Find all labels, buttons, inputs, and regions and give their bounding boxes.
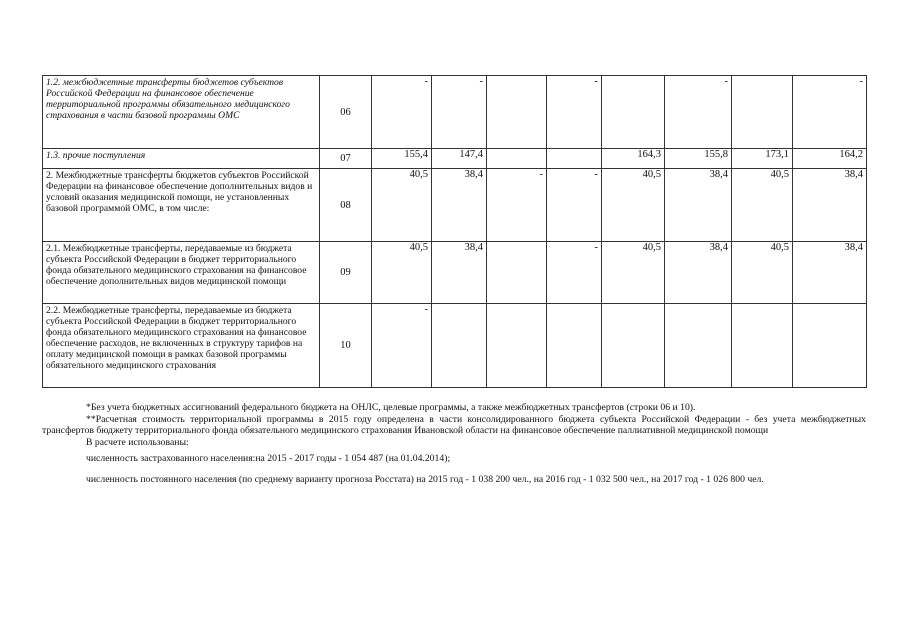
table-row bbox=[43, 242, 867, 304]
value-cell: 40,5 bbox=[372, 169, 432, 242]
table-row bbox=[43, 169, 867, 242]
value-cell bbox=[547, 304, 602, 388]
value-cell: - bbox=[372, 304, 432, 388]
value-cell: - bbox=[432, 76, 487, 149]
row-label: 2. Межбюджетные трансферты бюджетов субъектов Российской Федерации на финансовое обеспечение дополнительных видов и условий оказания медицинской помощи, не установленных базовой программой ОМС, в том числе: bbox=[43, 169, 320, 242]
value-cell: 38,4 bbox=[665, 169, 732, 242]
value-cell: - bbox=[665, 76, 732, 149]
row-code: 07 bbox=[320, 149, 372, 169]
value-cell: 173,1 bbox=[732, 149, 793, 169]
table-row bbox=[43, 304, 867, 388]
value-cell bbox=[487, 242, 547, 304]
value-cell bbox=[432, 304, 487, 388]
value-cell: 40,5 bbox=[602, 242, 665, 304]
footnote-1: *Без учета бюджетных ассигнований федерального бюджета на ОНЛС, целевые программы, а также межбюджетных трансфертов (строки 06 и 10). bbox=[86, 402, 696, 413]
row-label: 1.3. прочие поступления bbox=[43, 149, 320, 169]
table-row bbox=[43, 76, 867, 149]
value-cell: 40,5 bbox=[372, 242, 432, 304]
value-cell: 38,4 bbox=[665, 242, 732, 304]
value-cell bbox=[487, 149, 547, 169]
value-cell bbox=[487, 304, 547, 388]
value-cell bbox=[793, 304, 867, 388]
row-code: 09 bbox=[320, 242, 372, 304]
row-label: 1.2. межбюджетные трансферты бюджетов субъектов Российской Федерации на финансовое обеспечение территориальной программы обязательного медицинского страхования в части базовой программы ОМС bbox=[43, 76, 320, 149]
value-cell: - bbox=[487, 169, 547, 242]
value-cell bbox=[547, 149, 602, 169]
budget-table bbox=[42, 75, 867, 388]
value-cell: 164,2 bbox=[793, 149, 867, 169]
footnotes bbox=[42, 402, 866, 485]
value-cell: 40,5 bbox=[602, 169, 665, 242]
footnote-2: **Расчетная стоимость территориальной программы в 2015 году определена в части консолидированного бюджета субъекта Российской Федерации - без учета межбюджетных трансфертов бюджету территориального фонда обязательного медицинского страхования Ивановской области на финансовое обеспечение паллиативной медицинской помощи bbox=[42, 413, 866, 436]
value-cell: 38,4 bbox=[793, 242, 867, 304]
value-cell: 38,4 bbox=[432, 169, 487, 242]
value-cell: 40,5 bbox=[732, 242, 793, 304]
value-cell bbox=[487, 76, 547, 149]
row-label: 2.2. Межбюджетные трансферты, передаваемые из бюджета субъекта Российской Федерации в бюджет территориального фонда обязательного медицинского страхования на финансовое обеспечение расходов, не включенных в структуру тарифов на оплату медицинской помощи в рамках базовой программы обязательного медицинского страхования bbox=[43, 304, 320, 388]
value-cell: 40,5 bbox=[732, 169, 793, 242]
value-cell bbox=[665, 304, 732, 388]
value-cell bbox=[732, 76, 793, 149]
value-cell: 38,4 bbox=[793, 169, 867, 242]
value-cell: 155,4 bbox=[372, 149, 432, 169]
value-cell bbox=[732, 304, 793, 388]
value-cell bbox=[602, 76, 665, 149]
value-cell: - bbox=[547, 76, 602, 149]
value-cell: - bbox=[372, 76, 432, 149]
value-cell: 164,3 bbox=[602, 149, 665, 169]
value-cell bbox=[602, 304, 665, 388]
value-cell: - bbox=[547, 169, 602, 242]
row-code: 06 bbox=[320, 76, 372, 149]
used-title: В расчете использованы: bbox=[86, 436, 189, 448]
value-cell: 155,8 bbox=[665, 149, 732, 169]
value-cell: - bbox=[793, 76, 867, 149]
insured-population: численность застрахованного населения:на 2015 - 2017 годы - 1 054 487 (на 01.04.2014); bbox=[86, 453, 451, 464]
table-row bbox=[43, 149, 867, 169]
row-code: 10 bbox=[320, 304, 372, 388]
value-cell: 38,4 bbox=[432, 242, 487, 304]
value-cell: 147,4 bbox=[432, 149, 487, 169]
row-code: 08 bbox=[320, 169, 372, 242]
value-cell: - bbox=[547, 242, 602, 304]
row-label: 2.1. Межбюджетные трансферты, передаваемые из бюджета субъекта Российской Федерации в бюджет территориального фонда обязательного медицинского страхования на финансовое обеспечение дополнительных видов медицинской помощи bbox=[43, 242, 320, 304]
resident-population: численность постоянного населения (по среднему варианту прогноза Росстата) на 2015 год - 1 038 200 чел., на 2016 год - 1 032 500 чел., на 2017 год - 1 026 800 чел. bbox=[86, 473, 764, 485]
